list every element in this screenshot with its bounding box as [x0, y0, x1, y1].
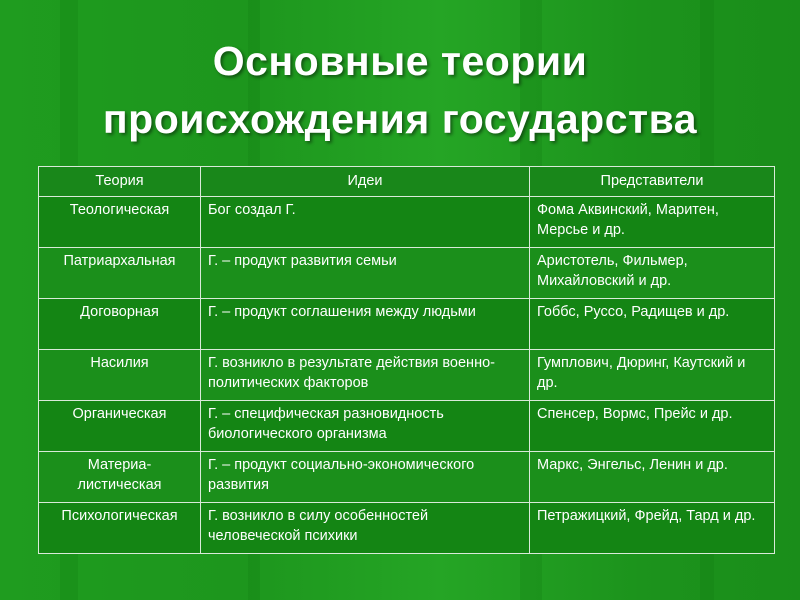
- ideas-cell: Г. возникло в результате действия военно-политических факторов: [201, 350, 530, 401]
- slide-title: [0, 32, 800, 148]
- table-row: [39, 503, 775, 554]
- representatives-cell: Фома Аквинский, Маритен, Мерсье и др.: [530, 197, 775, 248]
- slide-title-line-1: Основные теории: [212, 38, 588, 84]
- ideas-cell: Г. – продукт развития семьи: [201, 248, 530, 299]
- table-row: [39, 197, 775, 248]
- representatives-cell: Аристотель, Фильмер, Михайловский и др.: [530, 248, 775, 299]
- representatives-cell: Гумплович, Дюринг, Каутский и др.: [530, 350, 775, 401]
- theory-cell: Психологическая: [39, 503, 201, 554]
- table-row: [39, 452, 775, 503]
- table-row: [39, 248, 775, 299]
- slide-title-line-2: происхождения государства: [102, 96, 698, 142]
- theories-table: [38, 166, 775, 554]
- header-theory: Теория: [39, 167, 201, 197]
- representatives-cell: Маркс, Энгельс, Ленин и др.: [530, 452, 775, 503]
- ideas-cell: Г. – специфическая разновидность биологического организма: [201, 401, 530, 452]
- table-row: [39, 350, 775, 401]
- ideas-cell: Г. – продукт социально-экономического развития: [201, 452, 530, 503]
- representatives-cell: Петражицкий, Фрейд, Тард и др.: [530, 503, 775, 554]
- representatives-cell: Спенсер, Вормс, Прейс и др.: [530, 401, 775, 452]
- ideas-cell: Г. возникло в силу особенностей человеческой психики: [201, 503, 530, 554]
- theory-cell: Теологическая: [39, 197, 201, 248]
- table-header-row: [39, 167, 775, 197]
- table-row: [39, 401, 775, 452]
- header-ideas: Идеи: [201, 167, 530, 197]
- theory-cell: Органическая: [39, 401, 201, 452]
- table-row: [39, 299, 775, 350]
- ideas-cell: Бог создал Г.: [201, 197, 530, 248]
- ideas-cell: Г. – продукт соглашения между людьми: [201, 299, 530, 350]
- theory-cell: Насилия: [39, 350, 201, 401]
- header-representatives: Представители: [530, 167, 775, 197]
- theory-cell: Патриархальная: [39, 248, 201, 299]
- theory-cell: Договорная: [39, 299, 201, 350]
- representatives-cell: Гоббс, Руссо, Радищев и др.: [530, 299, 775, 350]
- theory-cell: Материа-листическая: [39, 452, 201, 503]
